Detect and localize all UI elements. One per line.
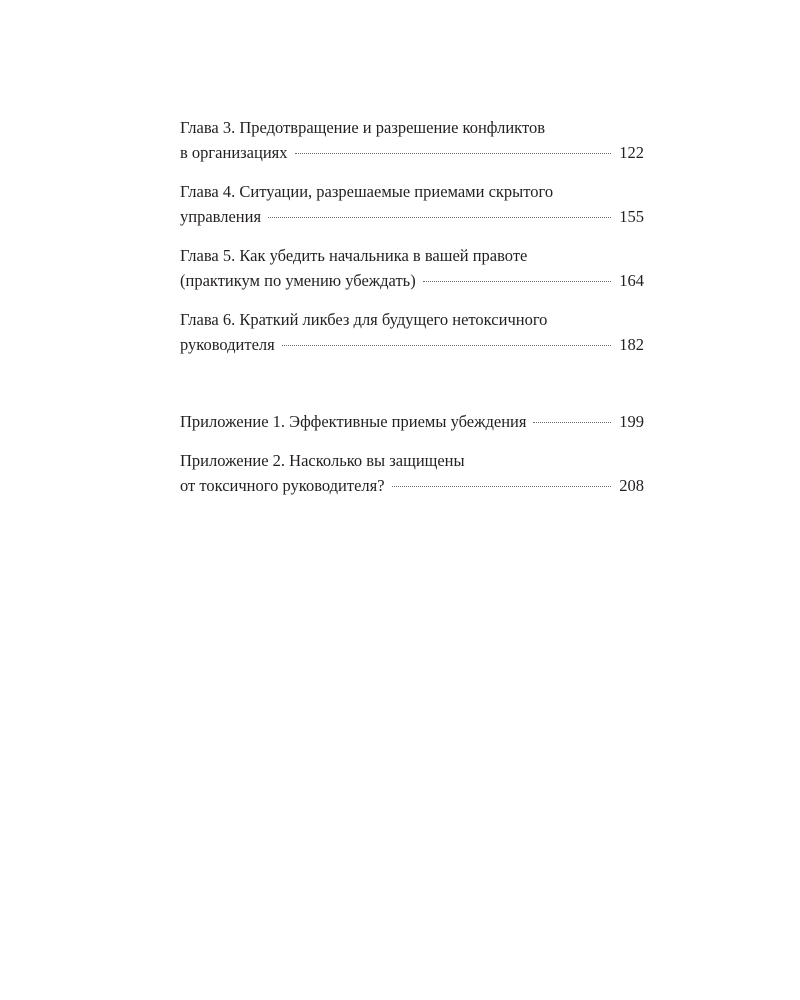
entry-title-continuation (180, 140, 644, 165)
entry-title-continuation (180, 204, 644, 229)
toc-entry-appendix-1 (180, 409, 644, 434)
entry-title: Приложение 1. Эффективные приемы убеждения (180, 412, 527, 431)
toc-entry-appendix-2 (180, 448, 644, 498)
dot-leader (282, 344, 612, 346)
entry-title: Приложение 2. Насколько вы защищены (180, 451, 465, 470)
page-number: 199 (619, 412, 644, 431)
page-number: 122 (619, 143, 644, 162)
entry-title: Глава 4. Ситуации, разрешаемые приемами скрытого (180, 182, 554, 201)
entry-title-continuation (180, 473, 644, 498)
dot-leader (295, 152, 612, 154)
page-number: 164 (619, 271, 644, 290)
entry-title-end: от токсичного руководителя? (180, 476, 385, 495)
entry-title: Глава 5. Как убедить начальника в вашей правоте (180, 246, 528, 265)
entry-title-end: (практикум по умению убеждать) (180, 271, 416, 290)
page-number: 182 (619, 335, 644, 354)
entry-title: Глава 3. Предотвращение и разрешение конфликтов (180, 118, 545, 137)
entry-title: Глава 6. Краткий ликбез для будущего нетоксичного (180, 310, 548, 329)
toc-entry-chapter-3 (180, 115, 644, 165)
entry-title-line (180, 409, 644, 434)
toc-entry-chapter-5 (180, 243, 644, 293)
toc-entry-chapter-6 (180, 307, 644, 357)
dot-leader (392, 485, 612, 487)
dot-leader (268, 216, 611, 218)
table-of-contents (180, 115, 644, 512)
entry-title-end: в организациях (180, 143, 288, 162)
entry-title-end: руководителя (180, 335, 275, 354)
page-number: 208 (619, 476, 644, 495)
entry-title-end: управления (180, 207, 262, 226)
entry-title-continuation (180, 332, 644, 357)
toc-entry-chapter-4 (180, 179, 644, 229)
dot-leader (423, 280, 612, 282)
page-number: 155 (619, 207, 644, 226)
dot-leader (533, 421, 611, 423)
entry-title-continuation (180, 268, 644, 293)
